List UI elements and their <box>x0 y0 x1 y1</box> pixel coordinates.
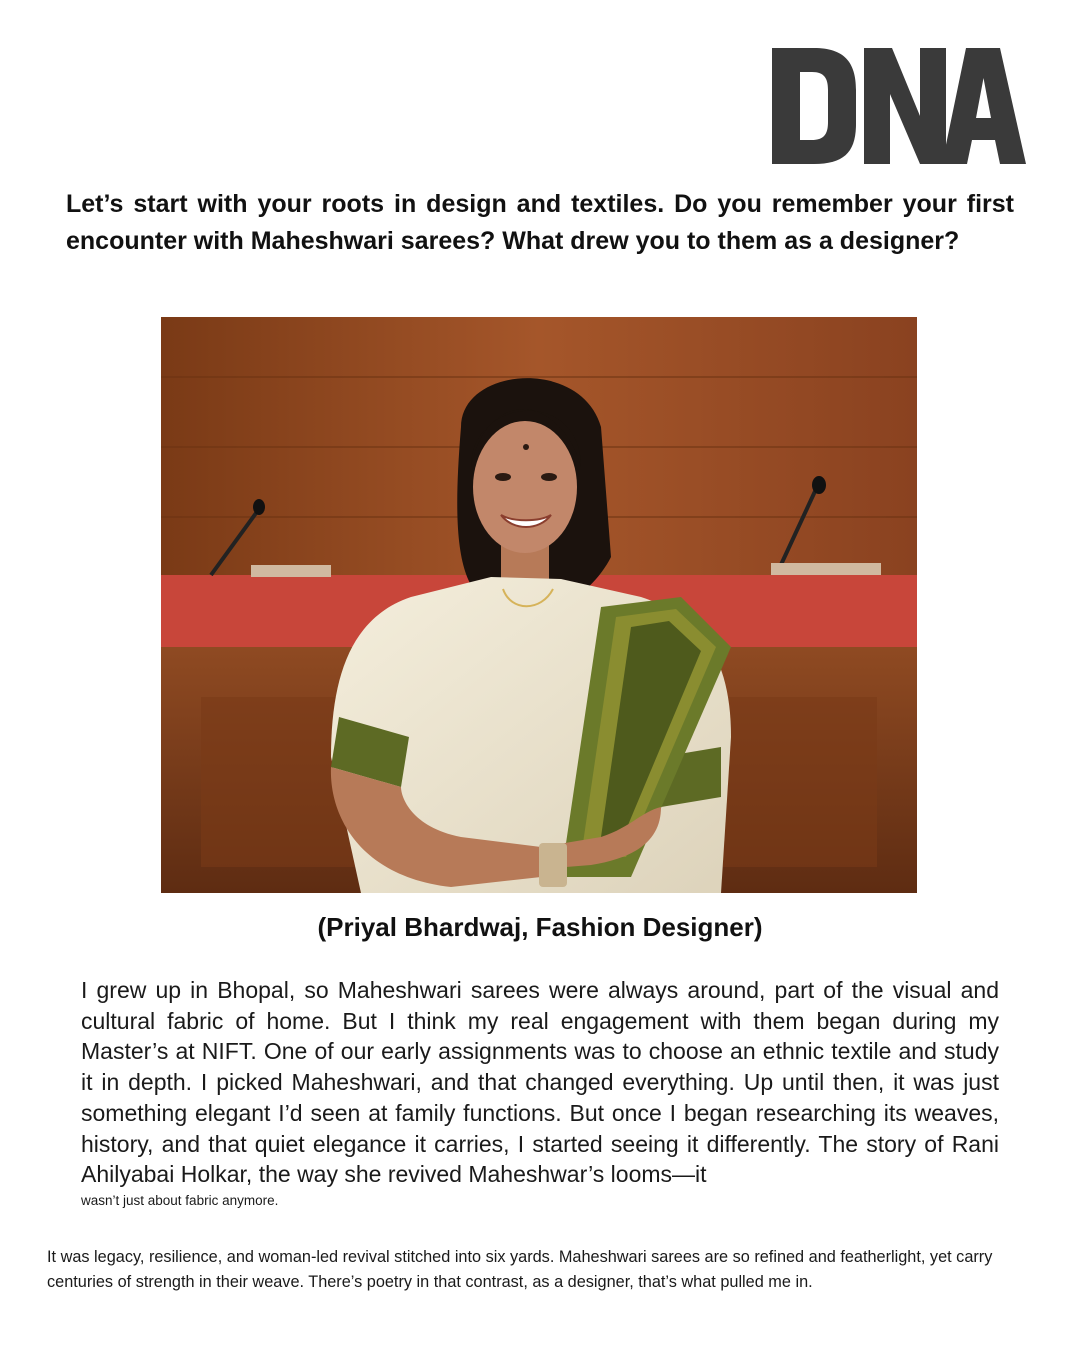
dna-logo <box>770 44 1028 168</box>
interview-answer: I grew up in Bhopal, so Maheshwari sarees were always around, part of the visual and cultural fabric of home. But I think my real engagement with them began during my Master’s at NIFT. One of our early assignments was to choose an ethnic textile and study it in depth. I picked Maheshwari, and that changed everything. Up until then, it was just something elegant I’d seen at family functions. But once I began researching its weaves, history, and that quiet elegance it carries, I started seeing it differently. The story of Rani Ahilyabai Holkar, the way she revived Maheshwar’s looms—it <box>81 977 999 1188</box>
photo-caption: (Priyal Bhardwaj, Fashion Designer) <box>317 912 763 942</box>
dna-logo-mark <box>770 44 1028 168</box>
portrait-photo <box>161 317 917 893</box>
portrait-illustration <box>161 317 917 893</box>
interview-answer-continued: wasn’t just about fabric anymore. <box>81 1193 279 1208</box>
closing-paragraph: It was legacy, resilience, and woman-led revival stitched into six yards. Maheshwari sarees are so refined and featherlight, yet carry centuries of strength in their weave. There’s poetry in that contrast, as a designer, that’s what pulled me in. <box>47 1248 993 1291</box>
interview-question: Let’s start with your roots in design and textiles. Do you remember your first encounter with Maheshwari sarees? What drew you to them as a designer? <box>66 190 1014 255</box>
